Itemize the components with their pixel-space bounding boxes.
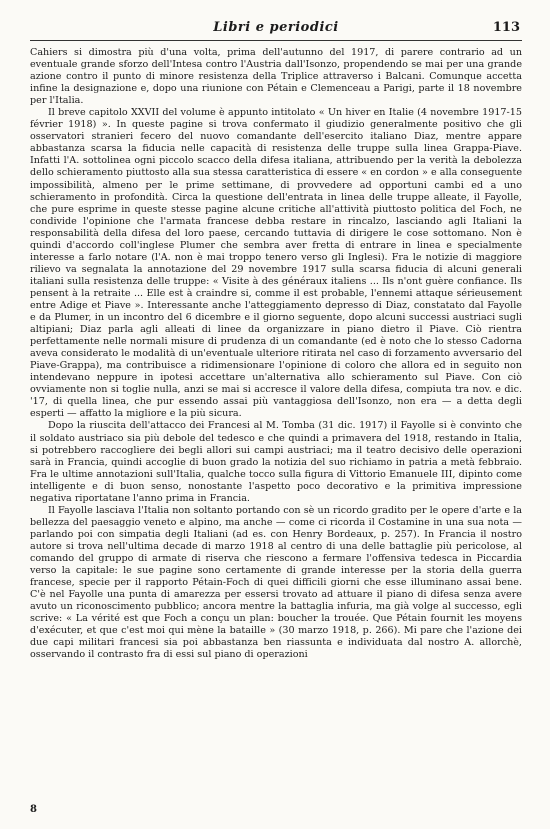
paragraph-2: Il breve capitolo XXVII del volume è appunto intitolato « Un hiver en Italie (4 novembre 1917-15 février 1918) ». In queste pagine si trova confermato il giudizio generalmente positivo che gli osservatori stranieri fecero del nuovo comandante dell'esercito italiano Diaz, mentre appare abbastanza scarsa la fiducia nelle capacità di resistenza delle truppe sulla linea Grappa-Piave. Infatti l'A. sottolinea ogni piccolo scacco della difesa italiana, attribuendo per la verità la debolezza dello schieramento piuttosto alla sua stessa caratteristica di essere « en cordon » e alla conseguente impossibilità, almeno per le prime settimane, di provvedere ad opportuni cambi ed a uno schieramento in profondità. Circa la questione dell'entrata in linea delle truppe alleate, il Fayolle, che pure esprime in queste stesse pagine alcune critiche all'attività piuttosto politica del Foch, ne condivide l'opinione che l'armata francese debba restare in rincalzo, lasciando agli Italiani la responsabilità della difesa del loro paese, cercando tuttavia di dirigere le cose sottomano. Non è quindi d'accordo coll'inglese Plumer che sembra aver fretta di entrare in linea e specialmente interesse a farlo notare (l'A. non è mai troppo tenero verso gli Inglesi). Fra le notizie di maggiore rilievo va segnalata la annotazione del 29 novembre 1917 sulla scarsa fiducia di alcuni generali italiani sulla resistenza delle truppe: « Visite à des généraux italiens ... Ils n'ont guère confiance. Ils pensent à la retraite ... Elle est à craindre si, comme il est probable, l'ennemi attaque sérieusement entre Adige et Piave ». Interessante anche l'atteggiamento depresso di Diaz, constatato dal Fayolle e da Plumer, in un incontro del 6 dicembre e il giorno seguente, dopo alcuni successi austriaci sugli altipiani; Diaz parla agli alleati di linee da organizzare in piano dietro il Piave. Ciò rientra perfettamente nelle normali misure di prudenza di un comandante (ed è noto che lo stesso Cadorna aveva considerato le modalità di un'eventuale ulteriore ritirata nel caso di forzamento avversario del Piave-Grappa), ma contribuisce a ridimensionare l'opinione di coloro che allora ed in seguito non intendevano neppure in ipotesi accettare un'alternativa allo schieramento sul Piave. Con ciò ovviamente non si toglie nulla, anzi se mai si accresce il valore della difesa, compiuta tra nov. e dic. '17, di quella linea, che pur essendo assai più vantaggiosa dell'Isonzo, non era — a detta degli esperti — affatto la migliore e la più sicura. <box>30 107 522 420</box>
signature-mark: 8 <box>30 804 37 815</box>
paragraph-4: Il Fayolle lasciava l'Italia non soltanto portando con sè un ricordo gradito per le opere d'arte e la bellezza del paesaggio veneto e alpino, ma anche — come ci ricorda il Costamine in una sua nota — parlando poi con simpatia degli Italiani (ad es. con Henry Bordeaux, p. 257). In Francia il nostro autore si trova nell'ultima decade di marzo 1918 al centro di una delle battaglie più pericolose, al comando del gruppo di armate di riserva che riescono a fermare l'offensiva tedesca in Piccardia verso la capitale: le sue pagine sono certamente di grande interesse per la storia della guerra francese, specie per il rapporto Pétain-Foch di quei difficili giorni che esse illuminano assai bene. C'è nel Fayolle una punta di amarezza per essersi trovato ad attuare il piano di difesa senza avere avuto un riconoscimento pubblico; ancora mentre la battaglia infuria, ma già volge al successo, egli scrive: « La vérité est que Foch a conçu un plan: boucher la trouée. Que Pétain fournit les moyens d'exécuter, et que c'est moi qui mène la bataille » (30 marzo 1918, p. 266). Mi pare che l'azione dei due capi militari francesi sia poi abbastanza ben riassunta e individuata dal nostro A. allorchè, osservando il contrasto fra di essi sul piano di operazioni <box>30 504 522 661</box>
paragraph-3: Dopo la riuscita dell'attacco dei Francesi al M. Tomba (31 dic. 1917) il Fayolle si è convinto che il soldato austriaco sia più debole del tedesco e che quindi a primavera del 1918, restando in Italia, si potrebbero raccogliere dei begli allori sui campi austriaci; ma il teatro decisivo delle operazioni sarà in Francia, quindi accoglie di buon grado la notizia del suo richiamo in patria a metà febbraio. Fra le ultime annotazioni sull'Italia, qualche tocco sulla figura di Vittorio Emanuele III, dipinto come intelligente e di buon senso, nonostante l'aspetto poco decorativo e la primitiva impressione negativa riportatane l'anno prima in Francia. <box>30 420 522 504</box>
page-number: 113 <box>492 20 520 35</box>
page-header <box>30 18 522 41</box>
article-body <box>30 47 522 661</box>
paragraph-1: Cahiers si dimostra più d'una volta, prima dell'autunno del 1917, di parere contrario ad un eventuale grande sforzo dell'Intesa contro l'Austria dall'Isonzo, propendendo se mai per una grande azione contro il punto di minore resistenza della Triplice attraverso i Balcani. Comunque accetta infine la designazione e, dopo una riunione con Pétain e Clemenceau a Parigi, parte il 18 novembre per l'Italia. <box>30 47 522 107</box>
running-title: Libri e periodici <box>213 20 339 35</box>
